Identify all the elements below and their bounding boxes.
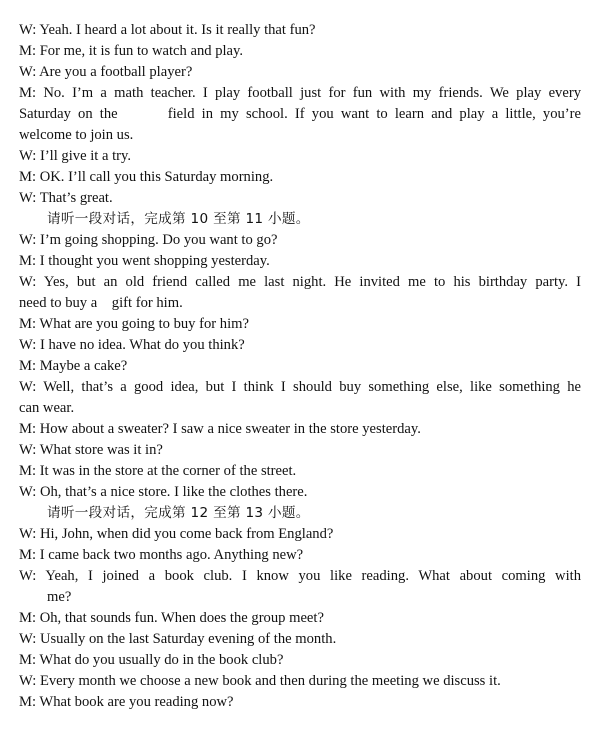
speaker-label: M: (19, 169, 37, 185)
dialogue-text: Oh, that sounds fun. When does the group meet? (39, 610, 324, 626)
speaker-label: M: (19, 463, 37, 479)
dialogue-text: No. I’m a math teacher. I play football just for fun with my friends. We play every (43, 85, 581, 101)
speaker-label: W: (19, 64, 37, 80)
dialogue-text: OK. I’ll call you this Saturday morning. (39, 169, 274, 185)
dialogue-text: How about a sweater? I saw a nice sweater in the store yesterday. (39, 421, 421, 437)
dialogue-text: Hi, John, when did you come back from England? (39, 526, 334, 542)
dialogue-text: Yes, but an old friend called me last night. He invited me to his birthday party. I (43, 274, 581, 290)
dialogue-line (19, 251, 581, 272)
speaker-label: W: (19, 631, 37, 647)
speaker-label: M: (19, 694, 37, 710)
dialogue-text: I have no idea. What do you think? (39, 337, 245, 353)
dialogue-line (19, 41, 581, 62)
dialogue-text: What are you going to buy for him? (39, 316, 249, 332)
section-heading: 请听一段对话，完成第 12 至第 13 小题。 (47, 505, 310, 521)
dialogue-line (19, 482, 581, 503)
dialogue-continuation: need to buy a gift for him. (19, 295, 183, 311)
dialogue-line (19, 230, 581, 251)
dialogue-text: I’m going shopping. Do you want to go? (39, 232, 278, 248)
speaker-label: W: (19, 22, 37, 38)
dialogue-line (19, 62, 581, 83)
speaker-label: W: (19, 274, 37, 290)
section-heading: 请听一段对话，完成第 10 至第 11 小题。 (47, 211, 310, 227)
dialogue-line (19, 356, 581, 377)
dialogue-text: It was in the store at the corner of the street. (39, 463, 297, 479)
speaker-label: W: (19, 568, 37, 584)
speaker-label: M: (19, 421, 37, 437)
dialogue-line (19, 188, 581, 209)
speaker-label: W: (19, 337, 37, 353)
dialogue-text: Yeah. I heard a lot about it. Is it really that fun? (39, 22, 316, 38)
speaker-label: M: (19, 253, 37, 269)
dialogue-text: What do you usually do in the book club? (39, 652, 284, 668)
dialogue-continuation: can wear. (19, 400, 75, 416)
speaker-label: M: (19, 85, 37, 101)
speaker-label: W: (19, 484, 37, 500)
dialogue-line (19, 377, 581, 398)
dialogue-line (19, 314, 581, 335)
dialogue-line (19, 461, 581, 482)
speaker-label: M: (19, 547, 37, 563)
dialogue-line (19, 524, 581, 545)
speaker-label: M: (19, 358, 37, 374)
dialogue-line (19, 419, 581, 440)
dialogue-text: For me, it is fun to watch and play. (39, 43, 244, 59)
dialogue-line (19, 608, 581, 629)
speaker-label: W: (19, 526, 37, 542)
dialogue-text: What book are you reading now? (39, 694, 234, 710)
speaker-label: M: (19, 610, 37, 626)
dialogue-line (19, 335, 581, 356)
dialogue-line (19, 629, 581, 650)
dialogue-line (19, 650, 581, 671)
speaker-label: W: (19, 232, 37, 248)
dialogue-line (19, 671, 581, 692)
dialogue-text: Every month we choose a new book and then during the meeting we discuss it. (39, 673, 501, 689)
dialogue-line (19, 167, 581, 188)
speaker-label: W: (19, 379, 37, 395)
dialogue-text: Usually on the last Saturday evening of the month. (39, 631, 337, 647)
dialogue-line (19, 20, 581, 41)
speaker-label: M: (19, 652, 37, 668)
dialogue-text: Are you a football player? (39, 64, 193, 80)
dialogue-line (19, 545, 581, 566)
dialogue-text: I came back two months ago. Anything new? (39, 547, 304, 563)
dialogue-text: I’ll give it a try. (39, 148, 131, 164)
dialogue-text: Maybe a cake? (39, 358, 128, 374)
speaker-label: W: (19, 148, 37, 164)
dialogue-line (19, 440, 581, 461)
dialogue-line (19, 692, 581, 713)
dialogue-continuation: me? (47, 589, 72, 605)
dialogue-text: Yeah, I joined a book club. I know you like reading. What about coming with (45, 568, 581, 584)
dialogue-text: Oh, that’s a nice store. I like the clothes there. (39, 484, 308, 500)
dialogue-continuation: welcome to join us. (19, 127, 134, 143)
speaker-label: W: (19, 442, 37, 458)
dialogue-text: Well, that’s a good idea, but I think I should buy something else, like something he (43, 379, 581, 395)
dialogue-continuation: Saturday on the field in my school. If you want to learn and play a little, you’re (19, 106, 581, 122)
dialogue-text: What store was it in? (39, 442, 163, 458)
dialogue-text: I thought you went shopping yesterday. (39, 253, 270, 269)
transcript (19, 20, 581, 713)
speaker-label: W: (19, 190, 37, 206)
dialogue-line (19, 272, 581, 293)
speaker-label: W: (19, 673, 37, 689)
dialogue-line (19, 83, 581, 104)
speaker-label: M: (19, 316, 37, 332)
dialogue-text: That’s great. (39, 190, 113, 206)
speaker-label: M: (19, 43, 37, 59)
dialogue-line (19, 146, 581, 167)
dialogue-line (19, 566, 581, 587)
